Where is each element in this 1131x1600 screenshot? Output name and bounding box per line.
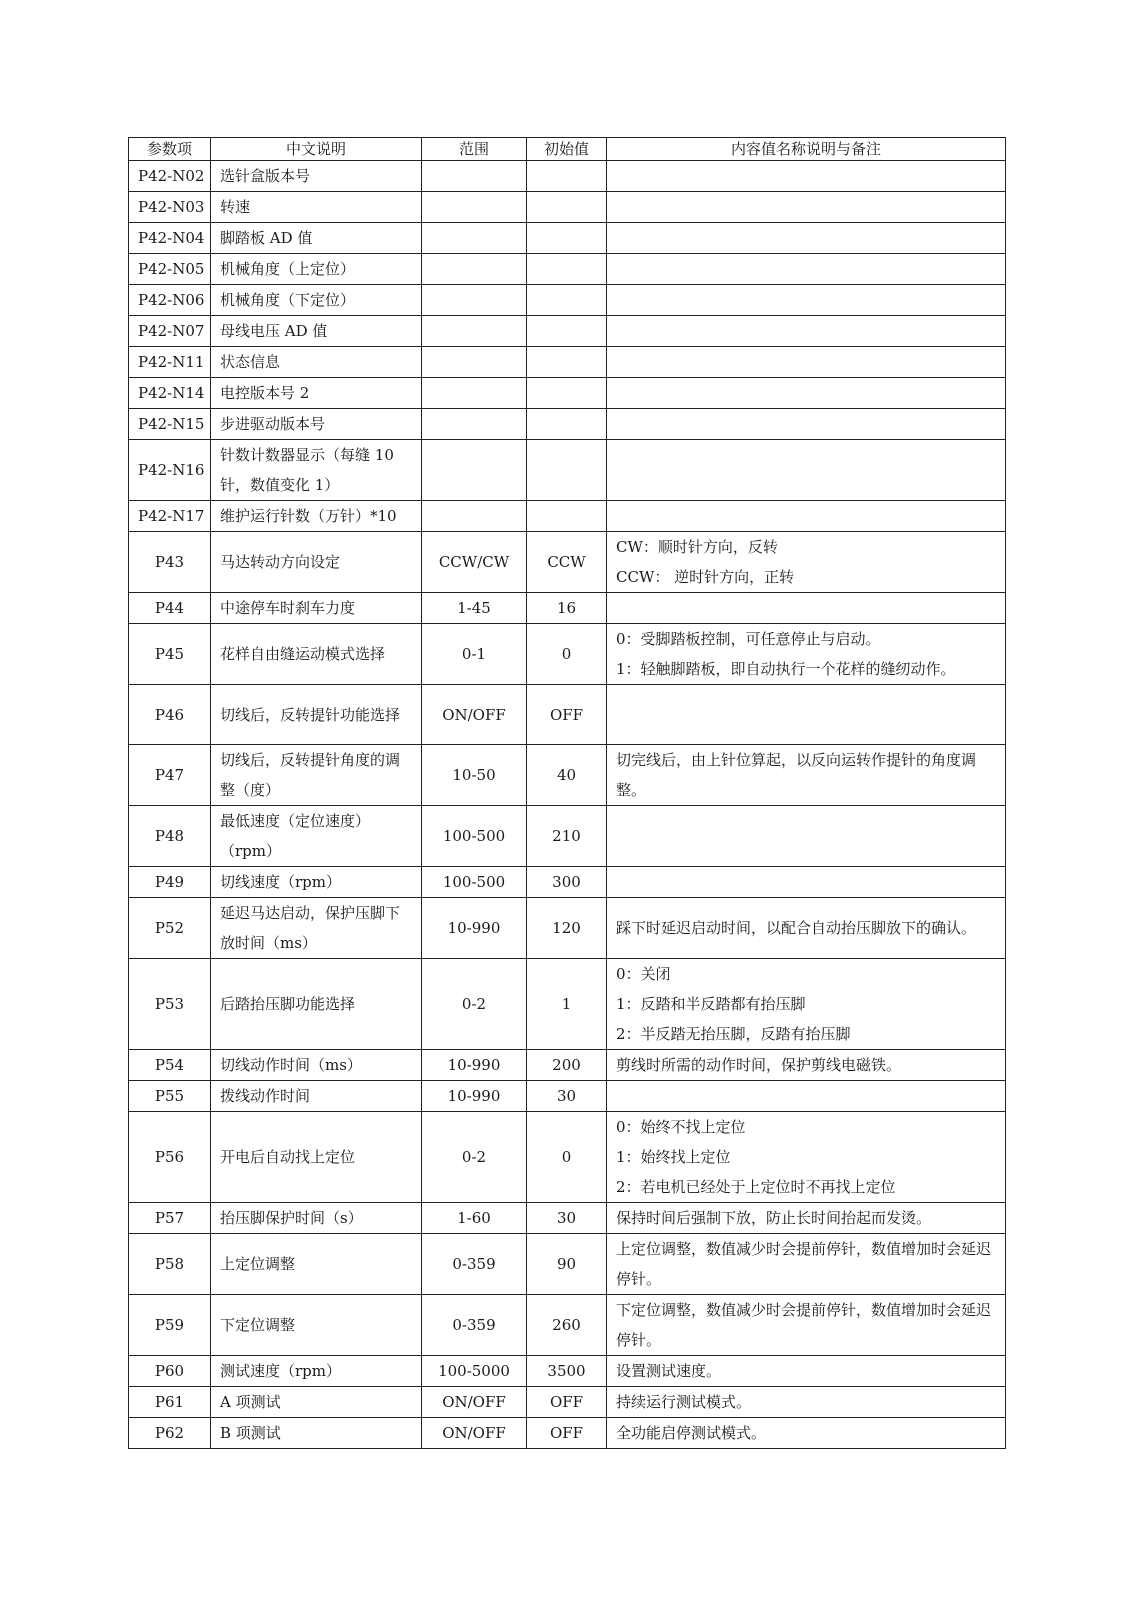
param-description-cell: A 项测试: [211, 1387, 422, 1418]
param-note-cell: [607, 285, 1006, 316]
note-line: 保持时间后强制下放，防止长时间抬起而发烫。: [616, 1209, 932, 1227]
param-note-cell: [607, 1081, 1006, 1112]
param-description-cell: 开电后自动找上定位: [211, 1112, 422, 1203]
table-row: [129, 161, 1006, 192]
note-line: 2：半反踏无抬压脚，反踏有抬压脚: [616, 1025, 851, 1043]
param-id-cell: P48: [129, 806, 211, 867]
param-initial-value-cell: [527, 501, 607, 532]
table-row: [129, 1356, 1006, 1387]
param-id-cell: P62: [129, 1418, 211, 1449]
param-initial-value-cell: [527, 409, 607, 440]
param-initial-value-cell: [527, 347, 607, 378]
param-description-cell: 中途停车时刹车力度: [211, 593, 422, 624]
param-initial-value-cell: 90: [527, 1234, 607, 1295]
param-description-cell: 切线后，反转提针角度的调整（度）: [211, 745, 422, 806]
param-id-cell: P61: [129, 1387, 211, 1418]
param-id-cell: P52: [129, 898, 211, 959]
param-id-cell: P44: [129, 593, 211, 624]
note-line: 1：反踏和半反踏都有抬压脚: [616, 995, 806, 1013]
param-description-cell: 拨线动作时间: [211, 1081, 422, 1112]
table-row: [129, 532, 1006, 593]
table-row: [129, 285, 1006, 316]
param-description-cell: B 项测试: [211, 1418, 422, 1449]
param-id-cell: P42-N17: [129, 501, 211, 532]
param-description-cell: 母线电压 AD 值: [211, 316, 422, 347]
param-range-cell: 10-990: [422, 898, 527, 959]
table-row: [129, 593, 1006, 624]
param-range-cell: ON/OFF: [422, 1387, 527, 1418]
param-initial-value-cell: 30: [527, 1203, 607, 1234]
param-note-cell: [607, 440, 1006, 501]
param-note-cell: [607, 192, 1006, 223]
param-initial-value-cell: 30: [527, 1081, 607, 1112]
param-description-cell: 下定位调整: [211, 1295, 422, 1356]
param-note-cell: [607, 1234, 1006, 1295]
param-id-cell: P42-N07: [129, 316, 211, 347]
header-note: 内容值名称说明与备注: [607, 138, 1006, 161]
param-id-cell: P57: [129, 1203, 211, 1234]
param-id-cell: P43: [129, 532, 211, 593]
param-id-cell: P42-N06: [129, 285, 211, 316]
param-description-cell: 马达转动方向设定: [211, 532, 422, 593]
param-initial-value-cell: [527, 223, 607, 254]
note-line: 全功能启停测试模式。: [616, 1424, 767, 1442]
param-note-cell: [607, 501, 1006, 532]
param-range-cell: 100-500: [422, 867, 527, 898]
param-id-cell: P47: [129, 745, 211, 806]
param-initial-value-cell: 200: [527, 1050, 607, 1081]
param-initial-value-cell: 16: [527, 593, 607, 624]
table-row: [129, 1050, 1006, 1081]
table-row: [129, 1418, 1006, 1449]
parameter-table: [128, 137, 1006, 1449]
param-note-cell: [607, 1295, 1006, 1356]
table-row: [129, 745, 1006, 806]
param-range-cell: [422, 285, 527, 316]
table-row: [129, 378, 1006, 409]
param-range-cell: 10-990: [422, 1050, 527, 1081]
param-description-cell: 针数计数器显示（每缝 10 针，数值变化 1）: [211, 440, 422, 501]
param-initial-value-cell: 40: [527, 745, 607, 806]
param-initial-value-cell: OFF: [527, 1418, 607, 1449]
note-line: 0：始终不找上定位: [616, 1118, 746, 1136]
param-range-cell: 0-2: [422, 1112, 527, 1203]
param-id-cell: P42-N15: [129, 409, 211, 440]
note-line: CCW： 逆时针方向，正转: [616, 568, 795, 586]
param-description-cell: 最低速度（定位速度）（rpm）: [211, 806, 422, 867]
table-row: [129, 316, 1006, 347]
table-row: [129, 254, 1006, 285]
param-id-cell: P42-N14: [129, 378, 211, 409]
param-note-cell: [607, 347, 1006, 378]
param-id-cell: P42-N03: [129, 192, 211, 223]
note-line: 1：始终找上定位: [616, 1148, 731, 1166]
param-description-cell: 维护运行针数（万针）*10: [211, 501, 422, 532]
param-initial-value-cell: 0: [527, 624, 607, 685]
note-line: 踩下时延迟启动时间，以配合自动抬压脚放下的确认。: [616, 919, 977, 937]
param-note-cell: [607, 593, 1006, 624]
param-id-cell: P53: [129, 959, 211, 1050]
table-row: [129, 223, 1006, 254]
param-range-cell: [422, 378, 527, 409]
param-note-cell: [607, 1112, 1006, 1203]
table-header-row: [129, 138, 1006, 161]
param-description-cell: 机械角度（下定位）: [211, 285, 422, 316]
param-id-cell: P58: [129, 1234, 211, 1295]
param-description-cell: 花样自由缝运动模式选择: [211, 624, 422, 685]
param-id-cell: P46: [129, 685, 211, 745]
param-range-cell: ON/OFF: [422, 1418, 527, 1449]
param-initial-value-cell: 3500: [527, 1356, 607, 1387]
param-note-cell: [607, 745, 1006, 806]
param-range-cell: [422, 501, 527, 532]
param-initial-value-cell: 300: [527, 867, 607, 898]
param-initial-value-cell: [527, 316, 607, 347]
param-note-cell: [607, 1387, 1006, 1418]
param-range-cell: [422, 440, 527, 501]
param-initial-value-cell: [527, 440, 607, 501]
param-note-cell: [607, 409, 1006, 440]
param-range-cell: 100-5000: [422, 1356, 527, 1387]
param-description-cell: 测试速度（rpm）: [211, 1356, 422, 1387]
param-range-cell: 1-60: [422, 1203, 527, 1234]
table-row: [129, 409, 1006, 440]
table-row: [129, 347, 1006, 378]
note-line: 持续运行测试模式。: [616, 1393, 752, 1411]
param-range-cell: CCW/CW: [422, 532, 527, 593]
param-description-cell: 抬压脚保护时间（s）: [211, 1203, 422, 1234]
note-line: 设置测试速度。: [616, 1362, 722, 1380]
table-row: [129, 898, 1006, 959]
param-range-cell: 10-50: [422, 745, 527, 806]
param-id-cell: P42-N11: [129, 347, 211, 378]
param-id-cell: P42-N02: [129, 161, 211, 192]
param-range-cell: 10-990: [422, 1081, 527, 1112]
param-description-cell: 切线后，反转提针功能选择: [211, 685, 422, 745]
param-note-cell: [607, 1418, 1006, 1449]
param-range-cell: [422, 192, 527, 223]
param-initial-value-cell: 210: [527, 806, 607, 867]
note-line: 0：关闭: [616, 965, 671, 983]
param-description-cell: 步进驱动版本号: [211, 409, 422, 440]
param-note-cell: [607, 532, 1006, 593]
table-row: [129, 1203, 1006, 1234]
param-description-cell: 转速: [211, 192, 422, 223]
param-id-cell: P56: [129, 1112, 211, 1203]
param-initial-value-cell: [527, 161, 607, 192]
table-row: [129, 440, 1006, 501]
note-line: 剪线时所需的动作时间，保护剪线电磁铁。: [616, 1056, 902, 1074]
param-note-cell: [607, 254, 1006, 285]
param-range-cell: ON/OFF: [422, 685, 527, 745]
param-note-cell: [607, 161, 1006, 192]
param-range-cell: [422, 347, 527, 378]
param-initial-value-cell: 0: [527, 1112, 607, 1203]
param-note-cell: [607, 1050, 1006, 1081]
table-row: [129, 1387, 1006, 1418]
param-note-cell: [607, 1356, 1006, 1387]
param-initial-value-cell: CCW: [527, 532, 607, 593]
param-note-cell: [607, 806, 1006, 867]
param-id-cell: P45: [129, 624, 211, 685]
param-note-cell: [607, 378, 1006, 409]
param-range-cell: 0-359: [422, 1295, 527, 1356]
table-row: [129, 1081, 1006, 1112]
note-line: 切完线后，由上针位算起，以反向运转作提针的角度调整。: [616, 751, 977, 799]
param-note-cell: [607, 867, 1006, 898]
param-initial-value-cell: 120: [527, 898, 607, 959]
header-param: 参数项: [129, 138, 211, 161]
param-description-cell: 后踏抬压脚功能选择: [211, 959, 422, 1050]
param-range-cell: 1-45: [422, 593, 527, 624]
table-row: [129, 501, 1006, 532]
param-range-cell: 0-359: [422, 1234, 527, 1295]
param-range-cell: [422, 254, 527, 285]
param-initial-value-cell: OFF: [527, 1387, 607, 1418]
table-row: [129, 959, 1006, 1050]
param-description-cell: 状态信息: [211, 347, 422, 378]
param-initial-value-cell: [527, 192, 607, 223]
param-range-cell: [422, 161, 527, 192]
param-initial-value-cell: [527, 285, 607, 316]
param-range-cell: 0-1: [422, 624, 527, 685]
param-description-cell: 上定位调整: [211, 1234, 422, 1295]
param-id-cell: P60: [129, 1356, 211, 1387]
param-initial-value-cell: [527, 378, 607, 409]
header-init: 初始值: [527, 138, 607, 161]
param-initial-value-cell: 1: [527, 959, 607, 1050]
param-note-cell: [607, 685, 1006, 745]
param-description-cell: 选针盒版本号: [211, 161, 422, 192]
param-description-cell: 延迟马达启动，保护压脚下放时间（ms）: [211, 898, 422, 959]
table-row: [129, 1112, 1006, 1203]
param-id-cell: P49: [129, 867, 211, 898]
param-note-cell: [607, 959, 1006, 1050]
param-description-cell: 机械角度（上定位）: [211, 254, 422, 285]
table-row: [129, 1234, 1006, 1295]
note-line: 上定位调整，数值减少时会提前停针，数值增加时会延迟停针。: [616, 1240, 992, 1288]
param-note-cell: [607, 898, 1006, 959]
param-note-cell: [607, 223, 1006, 254]
param-description-cell: 切线动作时间（ms）: [211, 1050, 422, 1081]
note-line: 1：轻触脚踏板，即自动执行一个花样的缝纫动作。: [616, 660, 956, 678]
table-row: [129, 624, 1006, 685]
note-line: CW：顺时针方向，反转: [616, 538, 778, 556]
param-initial-value-cell: [527, 254, 607, 285]
note-line: 下定位调整，数值减少时会提前停针，数值增加时会延迟停针。: [616, 1301, 992, 1349]
param-note-cell: [607, 624, 1006, 685]
param-range-cell: 0-2: [422, 959, 527, 1050]
param-id-cell: P42-N05: [129, 254, 211, 285]
table-row: [129, 192, 1006, 223]
param-range-cell: [422, 316, 527, 347]
header-range: 范围: [422, 138, 527, 161]
note-line: 0：受脚踏板控制，可任意停止与启动。: [616, 630, 881, 648]
header-desc: 中文说明: [211, 138, 422, 161]
param-description-cell: 切线速度（rpm）: [211, 867, 422, 898]
table-row: [129, 806, 1006, 867]
note-line: 2：若电机已经处于上定位时不再找上定位: [616, 1178, 896, 1196]
param-initial-value-cell: OFF: [527, 685, 607, 745]
param-range-cell: [422, 223, 527, 254]
param-id-cell: P42-N16: [129, 440, 211, 501]
param-id-cell: P55: [129, 1081, 211, 1112]
param-id-cell: P42-N04: [129, 223, 211, 254]
param-id-cell: P54: [129, 1050, 211, 1081]
table-body: [129, 161, 1006, 1449]
param-note-cell: [607, 1203, 1006, 1234]
param-description-cell: 电控版本号 2: [211, 378, 422, 409]
param-description-cell: 脚踏板 AD 值: [211, 223, 422, 254]
param-note-cell: [607, 316, 1006, 347]
param-range-cell: [422, 409, 527, 440]
table-row: [129, 867, 1006, 898]
table-row: [129, 685, 1006, 745]
param-range-cell: 100-500: [422, 806, 527, 867]
param-initial-value-cell: 260: [527, 1295, 607, 1356]
table-row: [129, 1295, 1006, 1356]
param-id-cell: P59: [129, 1295, 211, 1356]
